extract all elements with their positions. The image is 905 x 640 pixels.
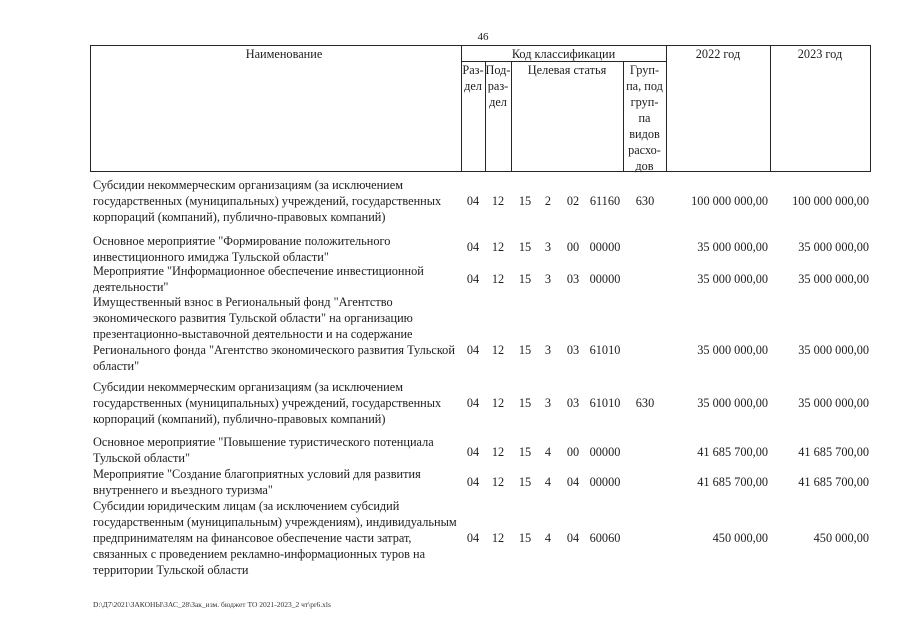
row-name-line: презентационно-выставочной деятельности и на содержание [93,327,413,341]
target-article-part-3: 03 [566,396,580,410]
target-article-part-2: 2 [544,194,552,208]
row-name-line: Мероприятие "Создание благоприятных условий для развития [93,467,421,481]
amount-2022: 41 685 700,00 [697,445,768,459]
header-expense-group-line: груп- [630,95,659,109]
target-article-part-4: 00000 [589,475,621,489]
amount-2022: 35 000 000,00 [697,240,768,254]
row-codes [0,342,905,358]
subsection-code: 12 [491,396,505,410]
target-article-part-3: 03 [566,343,580,357]
header-year-2023: 2023 год [797,47,843,61]
section-code: 04 [466,475,480,489]
amount-2023: 41 685 700,00 [798,445,869,459]
target-article-part-3: 00 [566,240,580,254]
target-article-part-2: 4 [544,445,552,459]
row-name-line: Субсидии юридическим лицам (за исключением субсидий [93,499,400,513]
row-codes [0,444,905,460]
amount-2022: 100 000 000,00 [691,194,768,208]
section-code: 04 [466,445,480,459]
header-classification-code: Код классификации [511,47,616,61]
target-article-part-2: 3 [544,240,552,254]
row-name-line: инвестиционного имиджа Тульской области" [93,250,329,264]
row-name-line: Основное мероприятие "Формирование положительного [93,234,391,248]
target-article-part-2: 3 [544,343,552,357]
target-article-part-1: 15 [518,475,532,489]
subsection-code: 12 [491,240,505,254]
target-article-part-3: 04 [566,531,580,545]
row-name-line: государственных (муниципальных) учреждений, государственных [93,194,442,208]
target-article-part-2: 4 [544,475,552,489]
amount-2023: 450 000,00 [813,531,869,545]
table-rule [666,45,667,172]
target-article-part-1: 15 [518,343,532,357]
row-name-line: деятельности" [93,280,169,294]
header-year-2022: 2022 год [695,47,741,61]
header-expense-group [623,62,666,174]
row-name-line: корпораций (компаний), публично-правовых компаний) [93,412,386,426]
amount-2023: 100 000 000,00 [792,194,869,208]
header-subsection [485,62,511,110]
row-codes [0,239,905,255]
amount-2022: 41 685 700,00 [697,475,768,489]
amount-2022: 35 000 000,00 [697,396,768,410]
section-code: 04 [466,396,480,410]
subsection-code: 12 [491,272,505,286]
expense-group-code: 630 [635,396,655,410]
header-expense-group-line: па [638,111,651,125]
row-name-line: Субсидии некоммерческим организациям (за исключением [93,178,403,192]
row-name-line: государственных (муниципальных) учреждений, государственных [93,396,442,410]
row-name [93,294,455,374]
section-code: 04 [466,343,480,357]
expense-group-code: 630 [635,194,655,208]
target-article-part-4: 61160 [589,194,621,208]
table-rule [870,45,871,172]
header-section-line: Раз- [462,63,484,77]
header-subsection-line: Под- [485,63,511,77]
header-expense-group-line: Груп- [629,63,660,77]
row-name-line: Субсидии некоммерческим организациям (за исключением [93,380,403,394]
target-article-part-1: 15 [518,531,532,545]
target-article-part-4: 00000 [589,240,621,254]
target-article-part-1: 15 [518,194,532,208]
amount-2023: 35 000 000,00 [798,396,869,410]
row-name-line: Основное мероприятие "Повышение туристического потенциала [93,435,434,449]
page-number: 46 [477,31,489,43]
header-expense-group-line: па, под [626,79,663,93]
target-article-part-3: 02 [566,194,580,208]
header-section-line: дел [464,79,482,93]
table-rule [770,45,771,172]
row-name-line: предпринимателям на финансовое обеспечение части затрат, [93,531,412,545]
amount-2023: 35 000 000,00 [798,343,869,357]
amount-2022: 450 000,00 [712,531,768,545]
row-codes [0,395,905,411]
section-code: 04 [466,240,480,254]
row-name-line: Тульской области" [93,451,190,465]
subsection-code: 12 [491,194,505,208]
target-article-part-4: 61010 [589,396,621,410]
target-article-part-4: 61010 [589,343,621,357]
row-name-line: связанных с проведением рекламно-информационных туров на [93,547,426,561]
target-article-part-1: 15 [518,272,532,286]
target-article-part-4: 00000 [589,445,621,459]
header-name: Наименование [245,47,323,61]
section-code: 04 [466,531,480,545]
row-codes [0,193,905,209]
section-code: 04 [466,194,480,208]
target-article-part-2: 4 [544,531,552,545]
target-article-part-1: 15 [518,396,532,410]
row-name-line: Имущественный взнос в Региональный фонд "Агентство [93,295,393,309]
row-name-line: Регионального фонда "Агентство экономического развития Тульской [93,343,455,357]
header-target-article: Целевая статья [527,63,607,77]
target-article-part-4: 60060 [589,531,621,545]
amount-2022: 35 000 000,00 [697,343,768,357]
amount-2023: 35 000 000,00 [798,240,869,254]
row-name-line: внутреннего и въездного туризма" [93,483,273,497]
target-article-part-3: 04 [566,475,580,489]
table-rule [90,171,871,172]
subsection-code: 12 [491,475,505,489]
header-subsection-line: дел [489,95,507,109]
row-codes [0,530,905,546]
target-article-part-2: 3 [544,272,552,286]
row-name-line: корпораций (компаний), публично-правовых компаний) [93,210,386,224]
footer-file-path: D:\Д7\2021\ЗАКОНЫ\ЗАС_28\Зак_изм. бюджет ТО 2021-2023_2 чт\pr6.xls [93,600,331,609]
header-subsection-line: раз- [487,79,509,93]
header-section [461,62,485,94]
subsection-code: 12 [491,343,505,357]
header-expense-group-line: видов [629,127,660,141]
amount-2023: 41 685 700,00 [798,475,869,489]
section-code: 04 [466,272,480,286]
row-name-line: Мероприятие "Информационное обеспечение инвестиционной [93,264,424,278]
row-name-line: экономического развития Тульской области" на организацию [93,311,413,325]
target-article-part-1: 15 [518,240,532,254]
amount-2023: 35 000 000,00 [798,272,869,286]
target-article-part-4: 00000 [589,272,621,286]
subsection-code: 12 [491,531,505,545]
header-expense-group-line: расхо- [628,143,661,157]
amount-2022: 35 000 000,00 [697,272,768,286]
row-codes [0,271,905,287]
target-article-part-3: 03 [566,272,580,286]
row-name-line: области" [93,359,140,373]
subsection-code: 12 [491,445,505,459]
row-codes [0,474,905,490]
target-article-part-3: 00 [566,445,580,459]
header-expense-group-line: дов [635,159,654,173]
row-name-line: территории Тульской области [93,563,249,577]
row-name-line: государственным (муниципальным) учреждениям), индивидуальным [93,515,457,529]
target-article-part-1: 15 [518,445,532,459]
target-article-part-2: 3 [544,396,552,410]
table-rule [90,45,91,172]
